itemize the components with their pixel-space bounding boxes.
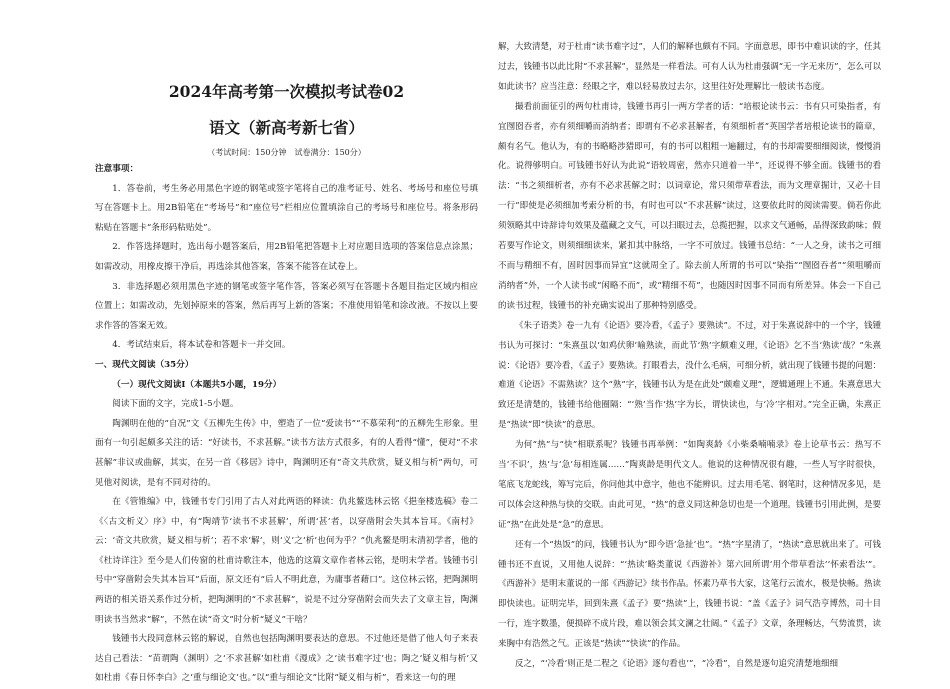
article-paragraph: 在《管锥编》中，钱锺书专门引用了古人对此两语的释读：仇兆鳌选林云铭《挹奎楼选稿》卷二《〈古文析义〉序》中，有“陶靖节‘读书不求甚解’，所谓‘甚’者，以穿凿附会失其本旨耳。《南村》云：‘奇文共欣赏，疑义相与析’；若不求‘解’，则‘义’之‘析’也何为乎？”仇兆鳌是明末清初学者，他的《杜诗详注》至今是人们传窗的杜甫诗歌注本，他选的这篇文章作者林云铭，是明末学者。钱锺书引号中“穿凿附会失其本旨耳”后面，原文还有“后人不明此意，为庸事者藉口”。这位林云铭，把陶渊明两语的相关语关系作过分析，把陶渊明的“不求甚解”，说是不过分穿凿附会而失去了文章主旨，陶渊明读书当然求“解”，不然在读“奇文”时分析“疑义”干啥？ [95,497,478,625]
article-paragraph: 还有一个“热饭”的问，钱锺书认为“即今语‘急扯’也”。“热”字星清了，“热读”意思就出来了。可钱锺书还不直说，又用他人说辞：“‘热读’略类董说《西游补》第六回所谓‘用个带草看法’‘怀索看法’”。《西游补》是明末董说的一部《西游记》续书作品。怀素乃草书大家，这笔行云流水，极是快畅。热读即快读也。证明完毕，回到朱熹《孟子》要“热读”上，钱锺书说：“盖《孟子》词气浩亨博然，司十目一行，连字数墨，便损碎不成片段，难以领会其文澜之壮阔。”《孟子》文章，条理畅达，气势流贯，读来胸中有浩然之气。正该是“热读”“快读”的作品。 [498,539,881,650]
article-paragraph: 为何“热”与“快”相联系呢？钱锺书再举例：“如陶爽龄《小柴桑喃喃录》卷上论草书云：热写不当‘不识’，热‘与‘急’每相连属……”陶爽龄是明代文人。他说的这种情况很有趣，一些人写字时很快，笔底飞龙蛇线，筹写完后，你问他其中意字，他也不能辨识。过去用毛笔、钢笔时，这种情况多见，是可以体会这种热与快的交联。由此可见，“热”的意义同这种急切也是一个道理。钱锺书引用此例，是要证“热”在此处是“急”的意思。 [498,440,881,530]
notice-item-4: 4．考试结束后，将本试卷和答题卡一并交回。 [112,340,291,351]
article-paragraph: 撮看前面征引的两句杜甫诗，钱锺书再引一两方学者的话：“培根论读书云：书有只可染指者，有宜囫囵吞者，亦有须细嚼而消纳者；即谓有不必求甚解者，有须细析者”英国学者培根论读书的篇章，颇有名气。他认为，有的书略略涉猎即可，有的书可以粗粗一遍翻过，有的书却需要细细阅读，慢慢消化。说得够明白。可钱锺书好认为此说“语较周密，然亦只道着一半”，还说得不够全面。钱锺书的看法：“书之须细析者，亦有不必求甚解之时；以词章论，常只须带草看法，而为文理章掘计，又必十目一行”即使是必须细加考索分析的书，有时也可以“不求甚解”读过，这要依此时的阅读需要。倘若你此须领略其中诗辞诗句效果及蕴藏之文气，可以扫眼过去，总揽把握，以求文气通畅，品得深致韵味；假若要写作论文，则须细细读来，紧扣其中脉络，一字不可放过。钱锺书总结：“一人之身，读书之可细不而与精细不有，固时因事而异宜”这就周全了。除去前人所谓的书可以“染指”“囫囵吞者”“须咀嚼而消纳者”外，一个人读书或“闲略不而”，或“精细不苟”，也随因时因事不同而有所差异。体会一下自己的读书过程，钱锺书的补充确实说出了那种特别感受。 [498,101,881,311]
article-paragraph: 反之，“‘冷看’则正是二程之《论语》逐句看也’”，“冷看”，自然是逐句追究清楚地细细 [515,659,838,670]
left-text-block [95,160,478,689]
subsection-heading: （一）现代文阅读Ⅰ（本题共5小题，19分） [112,379,282,390]
article-paragraph: 陶渊明在他的“自况”文《五柳先生传》中，塑造了一位“爱读书”“不慕荣利”的五柳先生形象。里面有一句引起颇多关注的话：“好读书，不求甚解。”读书方法方式很多，有的人看得“懂”，便对“不求甚解”非议或曲解，其实，在另一首《移居》诗中，陶渊明还有“奇文共欣赏，疑义相与析”两句，可见他对阅读，是有不同对待的。 [95,418,478,488]
reading-instruction: 阅读下面的文字，完成1-5小题。 [112,399,239,410]
notice-heading: 注意事项： [95,164,139,174]
page-title: 2024年高考第一次模拟考试卷02 [168,82,405,101]
right-text-block [498,38,881,675]
article-paragraph: 解，大致清楚，对于杜甫“读书难字过”，人们的解释也颇有不同。字面意思，即书中难识读的字，任其过去，钱锺书以此比附“不求甚解”，显然是一样看法。可有人认为杜甫强调“无一字无来历”，怎么可以如此读书？应当注意：经眼之字，难以轻易放过去尔，这里往好处理解比一般读书态度。 [498,42,881,92]
notice-item-1: 1．答卷前，考生务必用黑色字迹的钢笔或签字笔将自己的准考证号、姓名、考场号和座位号填写在答题卡上。用2B铅笔在“考场号”和“座位号”栏相应位置填涂自己的考场号和座位号。将条形码粘贴在答题卡“条形码粘贴处”。 [95,183,478,233]
article-paragraph: 《朱子语类》卷一九有《论语》要冷看，《孟子》要熟读”。不过，对于朱熹说辞中的一个字，钱锺书认为可探讨：“朱熹虽以‘如鸡伏卵’喻熟读，而此节‘熟’字颇难义理，《论语》乞不当‘熟读’哉？”朱熹说：《论语》要冷看，《孟子》要熟读。打眼看去，没什么毛病，可细分析，就出现了钱锺书提的问题：难道《论语》不需熟读？这个“熟”字，钱锺书认为是在此处“颇难义理”，逻辑通理上不通。朱熹意思大致还是清楚的，钱锺书给他圈隔：“‘熟’当作‘热’字为长，谓快读也，与‘冷’字相对。”完全正确，朱熹正是“热读”即“快读”的意思。 [498,320,881,431]
section-heading: 一、现代文阅读（35分） [95,359,194,370]
notice-item-2: 2．作答选择题时，选出每小题答案后，用2B铅笔把答题卡上对应题目选项的答案信息点涂黑；如需改动，用橡皮擦干净后，再选涂其他答案，答案不能答在试卷上。 [95,242,478,272]
notice-item-3: 3．非选择题必须用黑色字迹的钢笔或签字笔作答，答案必须写在答题卡各题目指定区域内相应位置上；如需改动，先划掉原来的答案，然后再写上新的答案；不准使用铅笔和涂改液。不按以上要求作答的答案无效。 [95,281,478,331]
article-paragraph: 钱锺书大段同意林云铭的解说，自然也包括陶渊明要表达的意思。不过他还是借了他人句子来表达自己看法：“苗谓陶（渊明）之‘不求甚解’如杜甫《漫成》之‘读书难字过’也；陶之‘疑义相与析’又如杜甫《春日怀李白》之‘重与细论文’也。”以“重与细论文”比附“疑义相与析”，看来这一句的理 [95,634,478,684]
exam-info: （考试时间：150分钟 试卷满分：150分） [207,148,366,157]
page-subtitle: 语文（新高考新七省） [208,118,364,137]
